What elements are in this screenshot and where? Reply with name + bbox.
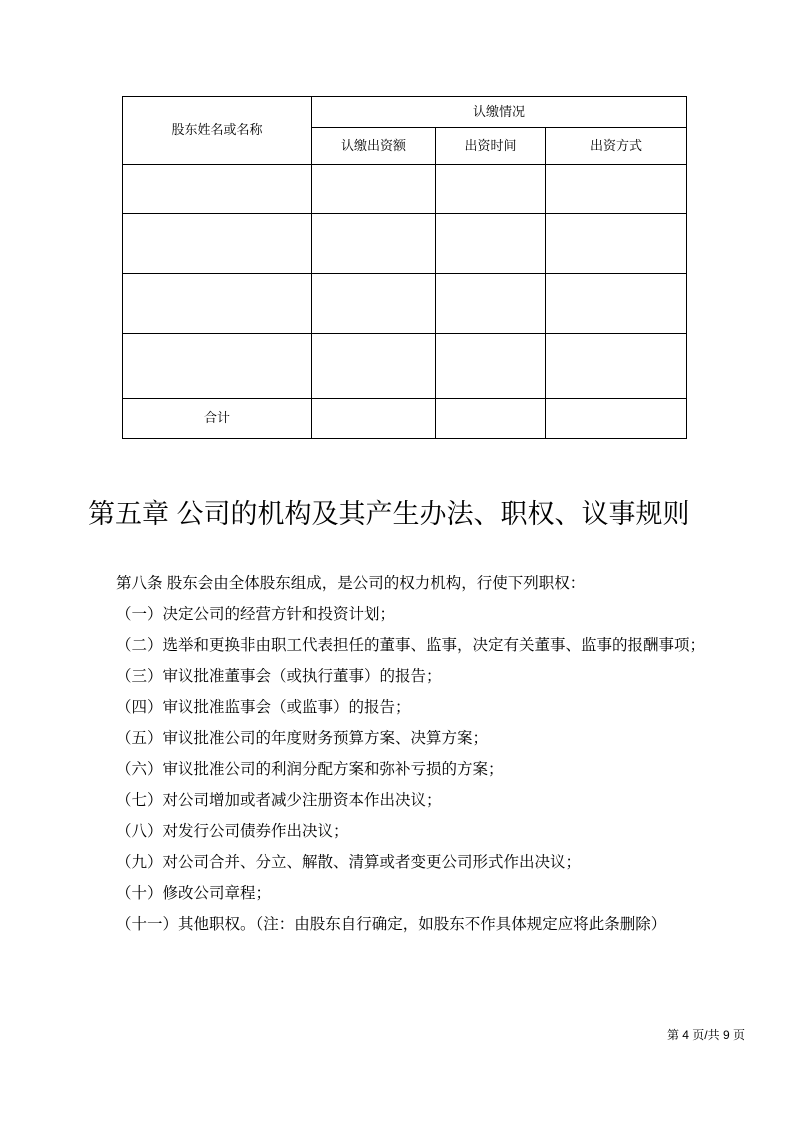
table-header-row-1 — [123, 97, 687, 128]
paragraph-article-8: 第八条 股东会由全体股东组成，是公司的权力机构，行使下列职权： — [116, 575, 586, 592]
table-total-row — [123, 399, 687, 439]
page-number-footer: 第 4 页/共 9 页 — [666, 1028, 745, 1042]
table-total-label: 合计 — [123, 399, 312, 439]
chapter-heading: 第五章 公司的机构及其产生办法、职权、议事规则 — [88, 499, 690, 530]
paragraph-item-11: （十一）其他职权。（注：由股东自行确定，如股东不作具体规定应将此条删除） — [116, 916, 667, 933]
table-header-subscribed-amount: 认缴出资额 — [312, 128, 436, 165]
table-cell-name[interactable] — [123, 214, 312, 274]
table-row — [123, 274, 687, 334]
table-header-contribution-time: 出资时间 — [436, 128, 546, 165]
table-header-shareholder-name: 股东姓名或名称 — [123, 97, 312, 165]
table-cell-name[interactable] — [123, 165, 312, 214]
table-cell-name[interactable] — [123, 274, 312, 334]
table-row — [123, 165, 687, 214]
table-cell-amount[interactable] — [312, 214, 436, 274]
table-cell-time[interactable] — [436, 165, 546, 214]
paragraph-item-2: （二）选举和更换非由职工代表担任的董事、监事，决定有关董事、监事的报酬事项； — [116, 637, 706, 654]
paragraph-item-9: （九）对公司合并、分立、解散、清算或者变更公司形式作出决议； — [116, 854, 582, 871]
paragraph-item-6: （六）审议批准公司的利润分配方案和弥补亏损的方案； — [116, 761, 504, 778]
paragraph-item-1: （一）决定公司的经营方针和投资计划； — [116, 606, 396, 623]
table-total-time[interactable] — [436, 399, 546, 439]
table-total-method[interactable] — [546, 399, 687, 439]
table-cell-amount[interactable] — [312, 334, 436, 399]
table-header-contribution-method: 出资方式 — [546, 128, 687, 165]
paragraph-item-8: （八）对发行公司债券作出决议； — [116, 823, 349, 840]
table-cell-method[interactable] — [546, 214, 687, 274]
table-cell-amount[interactable] — [312, 274, 436, 334]
table-header-subscription-group: 认缴情况 — [312, 97, 687, 128]
paragraph-item-3: （三）审议批准董事会（或执行董事）的报告； — [116, 668, 442, 685]
paragraph-item-10: （十）修改公司章程； — [116, 885, 272, 902]
paragraph-item-4: （四）审议批准监事会（或监事）的报告； — [116, 699, 411, 716]
table-cell-amount[interactable] — [312, 165, 436, 214]
table-cell-time[interactable] — [436, 334, 546, 399]
contribution-table — [122, 96, 687, 439]
shareholder-contribution-table — [122, 96, 686, 439]
table-row — [123, 334, 687, 399]
paragraph-item-5: （五）审议批准公司的年度财务预算方案、决算方案； — [116, 730, 489, 747]
table-cell-time[interactable] — [436, 214, 546, 274]
table-cell-method[interactable] — [546, 165, 687, 214]
table-cell-method[interactable] — [546, 334, 687, 399]
article-body — [85, 568, 710, 940]
table-cell-name[interactable] — [123, 334, 312, 399]
paragraph-item-7: （七）对公司增加或者减少注册资本作出决议； — [116, 792, 442, 809]
table-row — [123, 214, 687, 274]
table-total-amount[interactable] — [312, 399, 436, 439]
table-cell-method[interactable] — [546, 274, 687, 334]
table-cell-time[interactable] — [436, 274, 546, 334]
